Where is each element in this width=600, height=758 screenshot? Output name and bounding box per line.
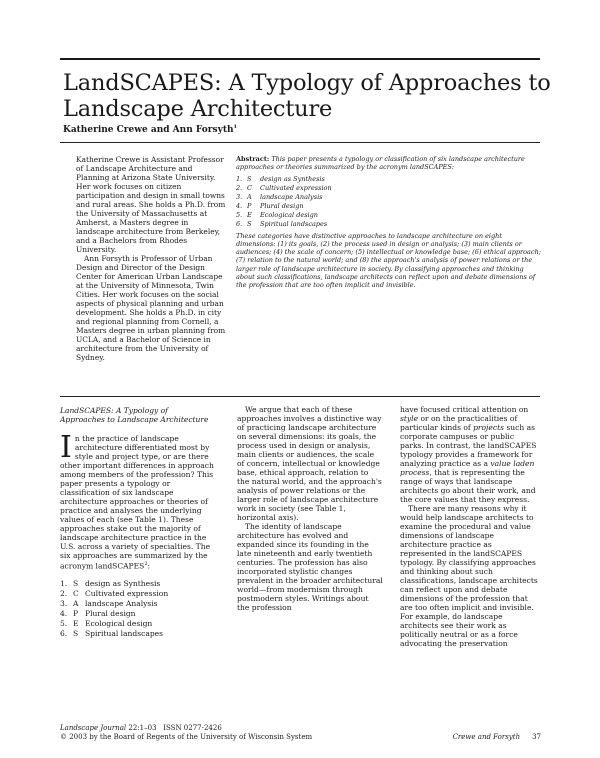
body-rule [60, 396, 540, 397]
abstract-list-item: 2. C Cultivated expression [236, 183, 332, 192]
intro-paragraph: In the practice of landscape architecture differentiated most by style and project type, or are there other important differences in approach among members of the profession? This paper presents a typology or classification of six landscape architecture approaches or theories of practice and analyses the underlying values of each (see Table 1). These approaches stake out the majority of landscape architecture practice in the U.S. across a variety of specialties. The six approaches are summarized by the acronym landSCAPES$^2$: [60, 430, 214, 571]
header-rule [60, 142, 540, 143]
paragraph: The identity of landscape architecture has evolved and expanded since its founding in the late nineteenth and early twentieth centuries. The profession has also incorporated stylistic changes prevalent in the broader architectural world—from modernism through postmodern styles. Writings about the profession [237, 522, 383, 612]
abstract-intro: This paper presents a typology or classification of six landscape architecture approaches or theories summarized by the acronym landSCAPES: [236, 155, 525, 172]
abstract-list-item: 1. S design as Synthesis [236, 174, 325, 183]
list-item: 2. C Cultivated expression [60, 588, 169, 598]
journal-name: Landscape Journal [60, 724, 127, 732]
author-line [63, 124, 237, 135]
bio-forsyth: Ann Forsyth is Professor of Urban Design and Director of the Design Center for American Urban Landscape at the University of Minnesota, Twin Cities. Her work focuses on the social aspects of physical planning and urban development. She holds a Ph.D. in city and regional planning from Cornell, a Masters degree in urban planning from UCLA, and a Bachelor of Science in architecture from the University of Sydney. [76, 254, 226, 362]
folio [453, 733, 541, 742]
list-item: 3. A landscape Analysis [60, 598, 158, 608]
footnote-mark: 2 [144, 561, 148, 567]
author-note-mark: 1 [233, 124, 238, 130]
abstract-list-item: 6. S Spiritual landscapes [236, 219, 328, 228]
author-names: Katherine Crewe and Ann Forsyth [63, 125, 234, 135]
footer-copyright-row [60, 733, 541, 742]
bio-crewe: Katherine Crewe is Assistant Professor of Landscape Architecture and Planning at Arizona State University. Her work focuses on citizen participation and design in small towns and rural areas. She holds a Ph.D. from the University of Massachusetts at Amherst, a Masters degree in landscape architecture from Berkeley, and a Bachelors from Rhodes University. [76, 155, 226, 254]
author-bios [76, 155, 226, 362]
abstract-list-item: 5. E Ecological design [236, 210, 318, 219]
abstract-closing: These categories have distinctive approaches to landscape architecture on eight dimensions: (1) its goals, (2) the process used in design or analysis; (3) main clients or audiences; (4) the scale of concern; (5) intellectual or knowledge base; (6) ethical approach; (7) relation to the natural world; and (8) the approach's analysis of power relations or the larger role of landscape architecture in society. By classifying approaches and thinking about such classifications, landscape architects can reflect upon and debate dimensions of the profession that are too often implicit and invisible. [236, 231, 541, 290]
page-footer [60, 724, 541, 742]
title-line-2: Landscape Architecture [63, 96, 333, 122]
paragraph: We argue that each of these approaches involves a distinctive way of practicing landscape architecture on several dimensions: its goals, the process used in design or analysis, main clients or audiences, the scale of concern, intellectual or knowledge base, ethical approach, relation to the natural world, and the approach's analysis of power relations or the larger role of landscape architecture work in society (see Table 1, horizontal axis). [237, 405, 382, 522]
paragraph: There are many reasons why it would help landscape architects to examine the procedural and value dimensions of landscape architecture practice as represented in the landSCAPES typology. By classifying approaches and thinking about such classifications, landscape architects can reflect upon and debate dimensions of the profession that are too often implicit and invisible. For example, do landscape architects see their work as politically neutral or as a force advocating the preservation [400, 504, 538, 648]
approaches-list [60, 579, 214, 639]
section-heading: LandSCAPES: A Typology of Approaches to Landscape Architecture [60, 406, 209, 424]
body-column-1 [60, 406, 214, 639]
abstract-label: Abstract: [236, 155, 270, 163]
body-column-3 [400, 405, 540, 648]
abstract-list [236, 175, 541, 229]
running-head: Crewe and Forsyth [452, 733, 521, 741]
abstract-list-item: 4. P Plural design [236, 201, 304, 210]
journal-issue: 22:1–03 [128, 724, 157, 732]
paragraph: have focused critical attention on style or on the practicalities of particular kinds of projects such as corporate campuses or public parks. In contrast, the landSCAPES typology provides a framework for analyzing practice as a value laden process, that is representing the range of ways that landscape architects go about their work, and the core values that they express. [400, 405, 537, 504]
list-item: 4. P Plural design [60, 608, 136, 618]
list-item: 5. E Ecological design [60, 618, 153, 628]
list-item: 6. S Spiritual landscapes [60, 628, 164, 638]
top-rule [60, 58, 540, 60]
body-column-2 [237, 405, 383, 612]
issn: ISSN 0277-2426 [163, 724, 222, 732]
footer-citation [60, 724, 541, 733]
drop-cap: I [60, 430, 72, 465]
page-number: 37 [532, 733, 541, 741]
abstract-block [236, 155, 541, 290]
title-line-1: LandSCAPES: A Typology of Approaches to [63, 70, 551, 96]
copyright: © 2003 by the Board of Regents of the University of Wisconsin System [60, 733, 313, 741]
article-title [63, 70, 551, 122]
abstract-list-item: 3. A landscape Analysis [236, 192, 323, 201]
list-item: 1. S design as Synthesis [60, 578, 161, 588]
